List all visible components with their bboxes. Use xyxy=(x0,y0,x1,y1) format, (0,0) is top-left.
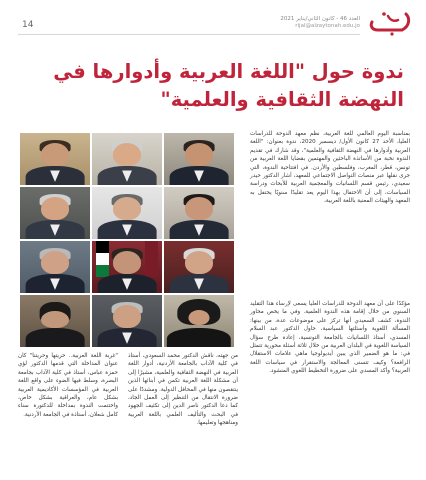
article-column-right-bottom xyxy=(250,300,410,376)
participant-tile xyxy=(20,241,90,293)
paragraph: مؤكدًا على أن معهد الدوحة للدراسات العليا يسعى لإرساء هذا التقليد السنوي من خلال إقامة هذه الندوة العلمية. وفي ما يخص محاور الندوة، كشف السعيدي أنها تركز على موضوعات عدة، من بينها: المسألة اللغوية وأسئلتها السياسية، حاول الدكتور عبد السلام المسدي، أستاذ اللسانيات بالجامعة التونسية، إعادة طرح سؤال السياسة اللغوية في البلدان العربية من خلال ثلاثة أسئلة محورية تتمثل في: ما هو الضمير الذي يبين أيديولوجيا ماهي علامات الاستقلال الرافعة؟ وكيف تتسنى المعالجة والاستقرار في سياسات اللغة العربية؟ وأكد المسدي على ضرورة التخطيط اللغوي المنشود. xyxy=(250,301,410,375)
participant-tile xyxy=(164,133,234,185)
title-line-1: ندوة حول "اللغة العربية وأدوارها في xyxy=(53,60,404,83)
participant-tile xyxy=(20,187,90,239)
page-number: 14 xyxy=(22,20,34,30)
paragraph: من جهته، ناقش الدكتور محمد السعودي، أستاذ في كلية الآداب بالجامعة الأردنية، أدوار اللغة العربية في النهضة الثقافية والعلمية، مشيرًا إلى أن مشكلة اللغة العربية تكمن في أبنائها الذين ينتقصون منها في المحافل الدولية. ومشددًا على ضرورة الانتقال من التنظير إلى العمل الجاد، كما دعا الدكتور ناصر الدين إلى تكثيف الجهود في البحث والتأليف العلمي باللغة العربية ومناهجها وتعليمها. xyxy=(128,353,238,427)
title-line-2: النهضة الثقافية والعلمية" xyxy=(160,88,404,111)
video-conference-photo xyxy=(20,133,234,347)
participant-tile xyxy=(92,133,162,185)
article-column-right-top xyxy=(250,130,410,206)
issue-line: العدد 46 - كانون الثاني/يناير 2021 xyxy=(280,16,360,22)
email-link[interactable]: rijal@alzaytonah.edu.jo xyxy=(295,23,360,29)
participant-tile xyxy=(92,241,162,293)
participant-tile xyxy=(92,187,162,239)
magazine-logo xyxy=(366,8,412,38)
participant-tile xyxy=(20,133,90,185)
paragraph: بمناسبة اليوم العالمي للغة العربية، نظم معهد الدوحة للدراسات العليا، الأحد 27 كانون الأول/ ديسمبر 2020، ندوة بعنوان: "اللغة العربية وأدوارها في النهضة الثقافية والعلمية"، وقد شارك في تقديم الندوة نخبة من الأساتذة الباحثين والمهتمين بقضايا اللغة العربية من تونس، قطر، المغرب، وفلسطين والأردن. في افتتاحية الندوة، التي جرى نقلها عبر منصات التواصل الاجتماعي للمعهد، أشار الدكتور حيدر سعيدي، رئيس قسم اللسانيات والمعجمية العربية للأبحاث ودراسة السياسات، إلى أن الاحتفال بهذا اليوم يعد تقليدًا سنويًا يحتفل به المعهد والهيئات المعنية باللغة العربية، xyxy=(250,131,410,205)
participant-tile xyxy=(164,187,234,239)
participant-tile xyxy=(92,295,162,347)
paragraph: "غربة اللغة العربية.. حريتها وحريتنا" كان عنوان المداخلة التي قدمها الدكتور لؤي حمزة عباس، أستاذ في كلية الآداب بجامعة البصرة، وسلط فيها الضوء على واقع اللغة العربية في المؤسسات الأكاديمية العربية بشكل عام، والعراقية بشكل خاص، واختتمت الندوة بمداخلة للدكتورة سناء كامل شعلان، أستاذة في الجامعة الأردنية. xyxy=(18,353,118,418)
article-title xyxy=(20,58,404,114)
header-divider xyxy=(18,34,360,35)
participant-tile xyxy=(20,295,90,347)
participant-tile xyxy=(164,241,234,293)
article-column-left xyxy=(18,352,118,419)
participant-tile xyxy=(164,295,234,347)
issue-meta xyxy=(230,16,360,30)
article-column-middle xyxy=(128,352,238,428)
